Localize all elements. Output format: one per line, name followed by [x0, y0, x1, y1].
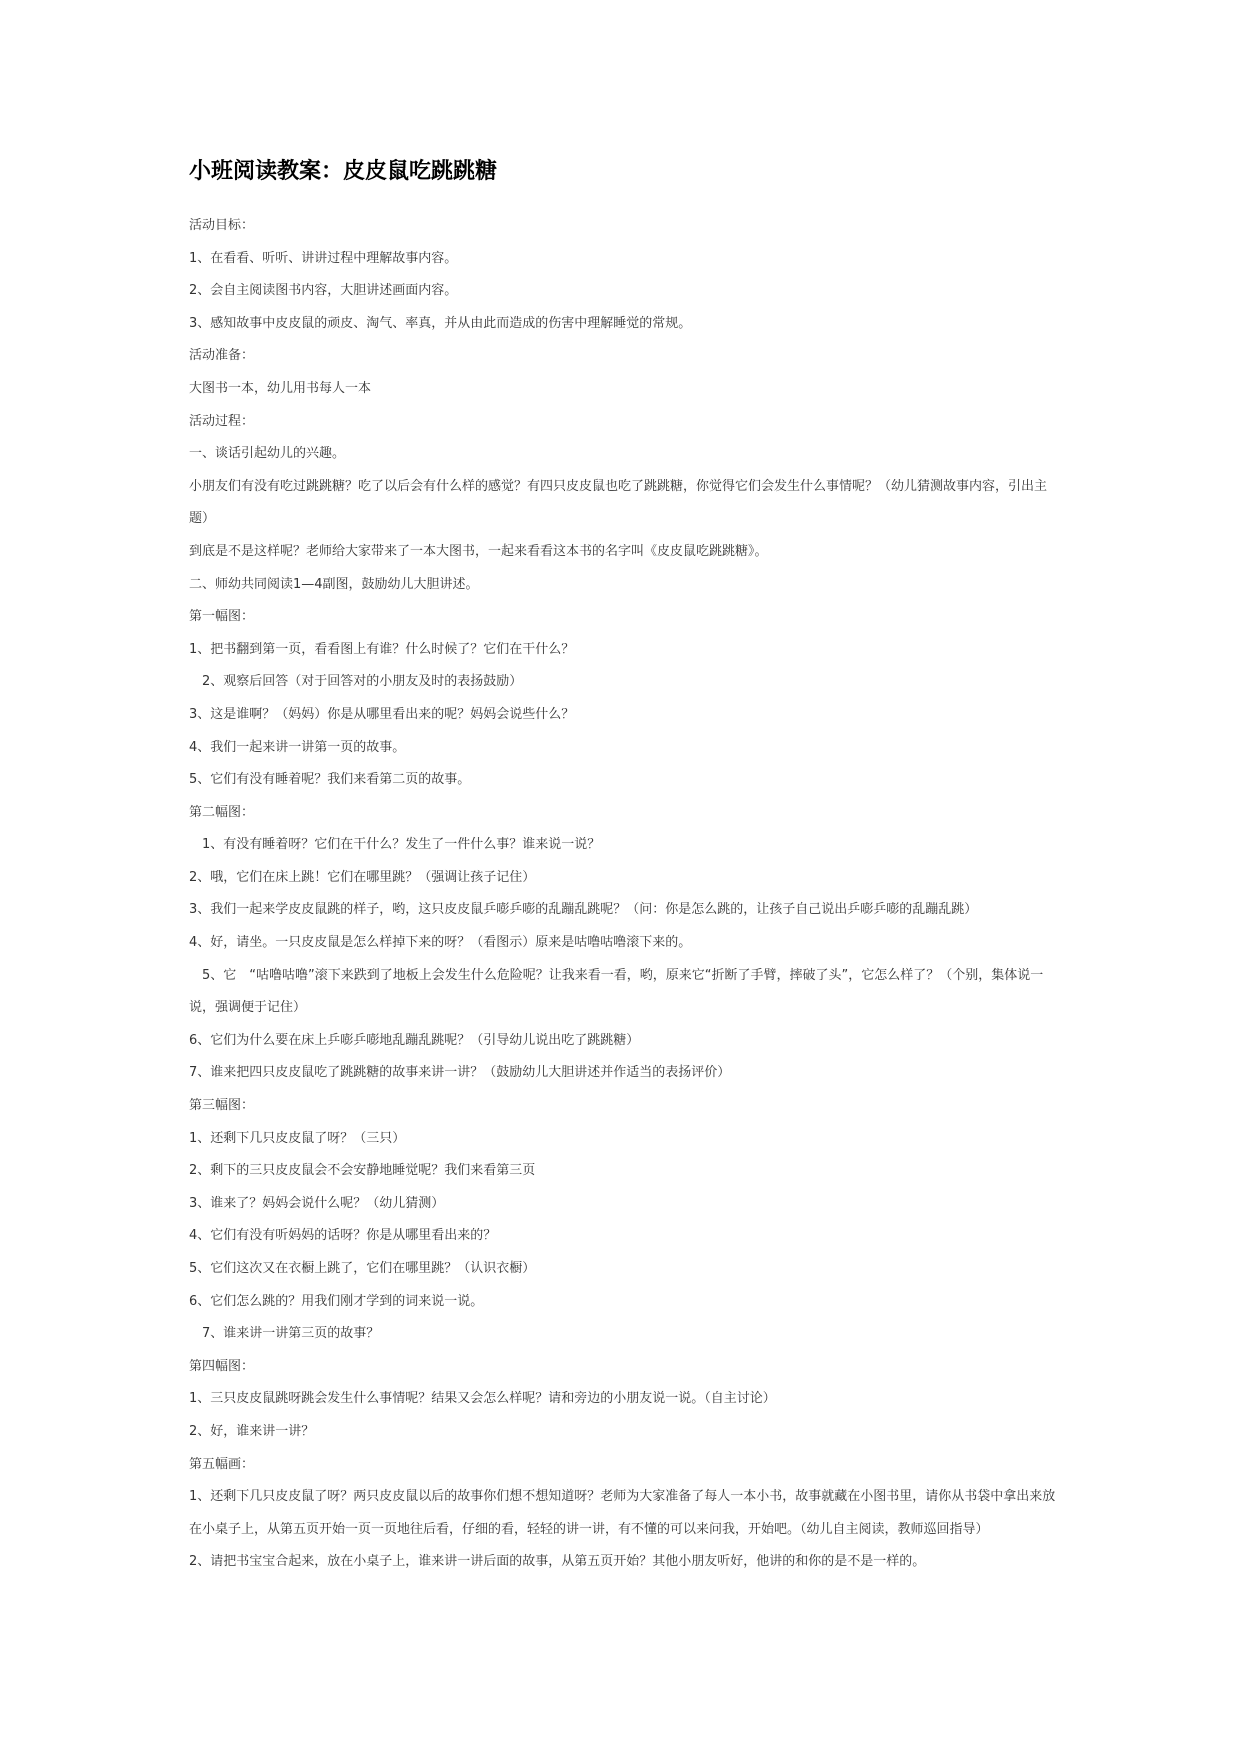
document-paragraph: 小朋友们有没有吃过跳跳糖？吃了以后会有什么样的感觉？有四只皮皮鼠也吃了跳跳糖，你觉得它们会发生什么事情呢？（幼儿猜测故事内容，引出主题） — [189, 478, 1048, 527]
document-paragraph: 3、我们一起来学皮皮鼠跳的样子，哟，这只皮皮鼠乒嘭乒嘭的乱蹦乱跳呢？（问：你是怎么跳的，让孩子自己说出乒嘭乒嘭的乱蹦乱跳） — [189, 902, 978, 918]
document-paragraph: 1、有没有睡着呀？它们在干什么？发生了一件什么事？谁来说一说？ — [189, 837, 601, 853]
document-body — [189, 210, 1059, 1579]
document-paragraph: 第四幅图： — [189, 1358, 255, 1374]
document-paragraph: 5、它们这次又在衣橱上跳了，它们在哪里跳？（认识衣橱） — [189, 1261, 536, 1276]
document-paragraph: 一、谈话引起幼儿的兴趣。 — [189, 446, 346, 462]
document-paragraph: 活动目标： — [189, 218, 255, 233]
document-paragraph: 1、把书翻到第一页，看看图上有谁？什么时候了？它们在干什么？ — [189, 641, 575, 657]
document-paragraph: 1、三只皮皮鼠跳呀跳会发生什么事情呢？结果又会怎么样呢？请和旁边的小朋友说一说。（自主讨论） — [189, 1391, 776, 1407]
document-paragraph: 7、谁来讲一讲第三页的故事？ — [189, 1326, 380, 1342]
document-paragraph: 1、还剩下几只皮皮鼠了呀？两只皮皮鼠以后的故事你们想不想知道呀？老师为大家准备了每人一本小书，故事就藏在小图书里，请你从书袋中拿出来放在小桌子上，从第五页开始一页一页地往后看，仔细的看，轻轻的讲一讲，有不懂的可以来问我，开始吧。（幼儿自主阅读，教师巡回指导） — [189, 1489, 1056, 1537]
document-paragraph: 活动过程： — [189, 413, 255, 429]
document-paragraph: 7、谁来把四只皮皮鼠吃了跳跳糖的故事来讲一讲？（鼓励幼儿大胆讲述并作适当的表扬评价） — [189, 1065, 731, 1081]
document-paragraph: 3、感知故事中皮皮鼠的顽皮、淘气、率真，并从由此而造成的伤害中理解睡觉的常规。 — [189, 315, 692, 331]
document-paragraph: 5、它 “咕噜咕噜”滚下来跌到了地板上会发生什么危险呢？让我来看一看，哟，原来它“折断了手臂，摔破了头”，它怎么样了？（个别，集体说一说，强调便于记住） — [189, 967, 1044, 1016]
document-paragraph: 3、这是谁啊？（妈妈）你是从哪里看出来的呢？妈妈会说些什么？ — [189, 706, 575, 722]
document-paragraph: 第五幅画： — [189, 1456, 255, 1472]
document-paragraph: 6、它们怎么跳的？用我们刚才学到的词来说一说。 — [189, 1293, 484, 1309]
document-paragraph: 1、在看看、听听、讲讲过程中理解故事内容。 — [189, 250, 458, 266]
document-paragraph: 2、会自主阅读图书内容，大胆讲述画面内容。 — [189, 283, 458, 299]
document-paragraph: 第一幅图： — [189, 609, 255, 625]
document-paragraph: 2、观察后回答（对于回答对的小朋友及时的表扬鼓励） — [189, 674, 523, 690]
document-paragraph: 4、我们一起来讲一讲第一页的故事。 — [189, 739, 406, 755]
document-paragraph: 第三幅图： — [189, 1098, 255, 1114]
document-paragraph: 到底是不是这样呢？老师给大家带来了一本大图书，一起来看看这本书的名字叫《皮皮鼠吃跳跳糖》。 — [189, 543, 768, 559]
document-paragraph: 3、谁来了？妈妈会说什么呢？（幼儿猜测） — [189, 1195, 445, 1211]
document-paragraph: 2、剩下的三只皮皮鼠会不会安静地睡觉呢？我们来看第三页 — [189, 1163, 536, 1179]
document-title: 小班阅读教案：皮皮鼠吃跳跳糖 — [189, 158, 498, 184]
document-paragraph: 大图书一本，幼儿用书每人一本 — [189, 380, 372, 396]
document-paragraph: 5、它们有没有睡着呢？我们来看第二页的故事。 — [189, 772, 471, 788]
document-paragraph: 2、请把书宝宝合起来，放在小桌子上，谁来讲一讲后面的故事，从第五页开始？其他小朋友听好，他讲的和你的是不是一样的。 — [189, 1554, 926, 1570]
document-paragraph: 第二幅图： — [189, 804, 255, 820]
document-paragraph: 活动准备： — [189, 348, 255, 364]
document-paragraph: 4、好，请坐。一只皮皮鼠是怎么样掉下来的呀？（看图示）原来是咕噜咕噜滚下来的。 — [189, 935, 692, 951]
document-paragraph: 2、好，谁来讲一讲？ — [189, 1423, 315, 1439]
document-paragraph: 1、还剩下几只皮皮鼠了呀？（三只） — [189, 1130, 406, 1146]
document-paragraph: 4、它们有没有听妈妈的话呀？你是从哪里看出来的？ — [189, 1228, 497, 1244]
document-paragraph: 6、它们为什么要在床上乒嘭乒嘭地乱蹦乱跳呢？（引导幼儿说出吃了跳跳糖） — [189, 1032, 640, 1048]
document-paragraph: 二、师幼共同阅读1—4副图，鼓励幼儿大胆讲述。 — [189, 576, 479, 592]
document-paragraph: 2、哦，它们在床上跳！它们在哪里跳？（强调让孩子记住） — [189, 869, 536, 885]
